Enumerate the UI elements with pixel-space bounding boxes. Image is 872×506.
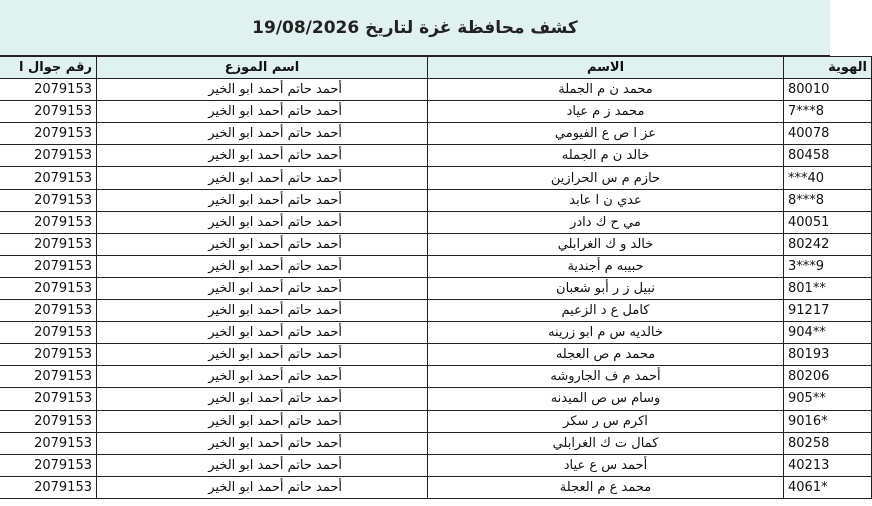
distributor-cell[interactable]: أحمد حاتم أحمد ابو الخير bbox=[97, 476, 428, 498]
table-row bbox=[0, 101, 872, 123]
phone-cell[interactable]: 2079153 bbox=[0, 167, 97, 189]
table-row bbox=[0, 189, 872, 211]
distributor-cell[interactable]: أحمد حاتم أحمد ابو الخير bbox=[97, 432, 428, 454]
phone-cell[interactable]: 2079153 bbox=[0, 432, 97, 454]
distributor-cell[interactable]: أحمد حاتم أحمد ابو الخير bbox=[97, 101, 428, 123]
phone-cell[interactable]: 2079153 bbox=[0, 344, 97, 366]
distribution-table bbox=[0, 56, 872, 499]
phone-cell[interactable]: 2079153 bbox=[0, 79, 97, 101]
header-name[interactable]: الاسم bbox=[428, 57, 784, 79]
phone-cell[interactable]: 2079153 bbox=[0, 300, 97, 322]
distributor-cell[interactable]: أحمد حاتم أحمد ابو الخير bbox=[97, 233, 428, 255]
table-row bbox=[0, 454, 872, 476]
table-row bbox=[0, 410, 872, 432]
phone-cell[interactable]: 2079153 bbox=[0, 410, 97, 432]
phone-cell[interactable]: 2079153 bbox=[0, 476, 97, 498]
name-cell[interactable]: حبيبه م أجندية bbox=[428, 255, 784, 277]
name-cell[interactable]: أحمد س ع عياد bbox=[428, 454, 784, 476]
table-row bbox=[0, 277, 872, 299]
phone-cell[interactable]: 2079153 bbox=[0, 255, 97, 277]
distributor-cell[interactable]: أحمد حاتم أحمد ابو الخير bbox=[97, 145, 428, 167]
table-row bbox=[0, 432, 872, 454]
name-cell[interactable]: خالديه س م ابو زرينه bbox=[428, 322, 784, 344]
phone-cell[interactable]: 2079153 bbox=[0, 277, 97, 299]
name-cell[interactable]: عدي ن ا عابد bbox=[428, 189, 784, 211]
id-cell[interactable]: 40051 bbox=[784, 211, 872, 233]
phone-cell[interactable]: 2079153 bbox=[0, 454, 97, 476]
name-cell[interactable]: أحمد م ف الجاروشه bbox=[428, 366, 784, 388]
distributor-cell[interactable]: أحمد حاتم أحمد ابو الخير bbox=[97, 211, 428, 233]
id-cell[interactable]: 40213 bbox=[784, 454, 872, 476]
table-row bbox=[0, 322, 872, 344]
name-cell[interactable]: محمد ز م عياد bbox=[428, 101, 784, 123]
header-distributor[interactable]: اسم الموزع bbox=[97, 57, 428, 79]
table-row bbox=[0, 123, 872, 145]
id-cell[interactable]: 4061* bbox=[784, 476, 872, 498]
name-cell[interactable]: مي ح ك دادر bbox=[428, 211, 784, 233]
phone-cell[interactable]: 2079153 bbox=[0, 101, 97, 123]
id-cell[interactable]: ***40 bbox=[784, 167, 872, 189]
phone-cell[interactable]: 2079153 bbox=[0, 322, 97, 344]
id-cell[interactable]: 3***9 bbox=[784, 255, 872, 277]
table-row bbox=[0, 255, 872, 277]
name-cell[interactable]: خالد و ك الغرابلي bbox=[428, 233, 784, 255]
name-cell[interactable]: خالد ن م الجمله bbox=[428, 145, 784, 167]
id-cell[interactable]: 80206 bbox=[784, 366, 872, 388]
name-cell[interactable]: حازم م س الحرازين bbox=[428, 167, 784, 189]
id-cell[interactable]: 801** bbox=[784, 277, 872, 299]
id-cell[interactable]: 905** bbox=[784, 388, 872, 410]
table-row bbox=[0, 344, 872, 366]
phone-cell[interactable]: 2079153 bbox=[0, 233, 97, 255]
id-cell[interactable]: 80458 bbox=[784, 145, 872, 167]
phone-cell[interactable]: 2079153 bbox=[0, 366, 97, 388]
id-cell[interactable]: 8***8 bbox=[784, 189, 872, 211]
name-cell[interactable]: محمد م ص العجله bbox=[428, 344, 784, 366]
id-cell[interactable]: 80242 bbox=[784, 233, 872, 255]
name-cell[interactable]: كمال ت ك الغرابلي bbox=[428, 432, 784, 454]
name-cell[interactable]: عز ا ص ع الفيومي bbox=[428, 123, 784, 145]
table-row bbox=[0, 233, 872, 255]
table-row bbox=[0, 388, 872, 410]
id-cell[interactable]: 904** bbox=[784, 322, 872, 344]
id-cell[interactable]: 80193 bbox=[784, 344, 872, 366]
header-phone[interactable]: رقم جوال ا bbox=[0, 57, 97, 79]
sheet-title-band bbox=[0, 0, 830, 56]
id-cell[interactable]: 91217 bbox=[784, 300, 872, 322]
distributor-cell[interactable]: أحمد حاتم أحمد ابو الخير bbox=[97, 189, 428, 211]
id-cell[interactable]: 80258 bbox=[784, 432, 872, 454]
distributor-cell[interactable]: أحمد حاتم أحمد ابو الخير bbox=[97, 322, 428, 344]
distributor-cell[interactable]: أحمد حاتم أحمد ابو الخير bbox=[97, 277, 428, 299]
header-row bbox=[0, 57, 872, 79]
distributor-cell[interactable]: أحمد حاتم أحمد ابو الخير bbox=[97, 454, 428, 476]
name-cell[interactable]: اكرم س ر سكر bbox=[428, 410, 784, 432]
name-cell[interactable]: وسام س ص الميدنه bbox=[428, 388, 784, 410]
phone-cell[interactable]: 2079153 bbox=[0, 145, 97, 167]
distributor-cell[interactable]: أحمد حاتم أحمد ابو الخير bbox=[97, 79, 428, 101]
name-cell[interactable]: كامل ع د الزعيم bbox=[428, 300, 784, 322]
table-row bbox=[0, 145, 872, 167]
table-row bbox=[0, 476, 872, 498]
phone-cell[interactable]: 2079153 bbox=[0, 189, 97, 211]
phone-cell[interactable]: 2079153 bbox=[0, 123, 97, 145]
id-cell[interactable]: 40078 bbox=[784, 123, 872, 145]
distributor-cell[interactable]: أحمد حاتم أحمد ابو الخير bbox=[97, 255, 428, 277]
distributor-cell[interactable]: أحمد حاتم أحمد ابو الخير bbox=[97, 300, 428, 322]
table-row bbox=[0, 79, 872, 101]
distributor-cell[interactable]: أحمد حاتم أحمد ابو الخير bbox=[97, 167, 428, 189]
name-cell[interactable]: محمد ع م العجلة bbox=[428, 476, 784, 498]
header-id[interactable]: الهوية bbox=[784, 57, 872, 79]
table-row bbox=[0, 167, 872, 189]
table-row bbox=[0, 300, 872, 322]
table-row bbox=[0, 211, 872, 233]
id-cell[interactable]: 9016* bbox=[784, 410, 872, 432]
name-cell[interactable]: محمد ن م الجملة bbox=[428, 79, 784, 101]
id-cell[interactable]: 80010 bbox=[784, 79, 872, 101]
distributor-cell[interactable]: أحمد حاتم أحمد ابو الخير bbox=[97, 366, 428, 388]
distributor-cell[interactable]: أحمد حاتم أحمد ابو الخير bbox=[97, 123, 428, 145]
distributor-cell[interactable]: أحمد حاتم أحمد ابو الخير bbox=[97, 344, 428, 366]
distributor-cell[interactable]: أحمد حاتم أحمد ابو الخير bbox=[97, 410, 428, 432]
distributor-cell[interactable]: أحمد حاتم أحمد ابو الخير bbox=[97, 388, 428, 410]
phone-cell[interactable]: 2079153 bbox=[0, 388, 97, 410]
id-cell[interactable]: 7***8 bbox=[784, 101, 872, 123]
table-row bbox=[0, 366, 872, 388]
sheet-title: كشف محافظة غزة لتاريخ 19/08/2026 bbox=[252, 17, 578, 38]
phone-cell[interactable]: 2079153 bbox=[0, 211, 97, 233]
name-cell[interactable]: نبيل ز ر أبو شعبان bbox=[428, 277, 784, 299]
